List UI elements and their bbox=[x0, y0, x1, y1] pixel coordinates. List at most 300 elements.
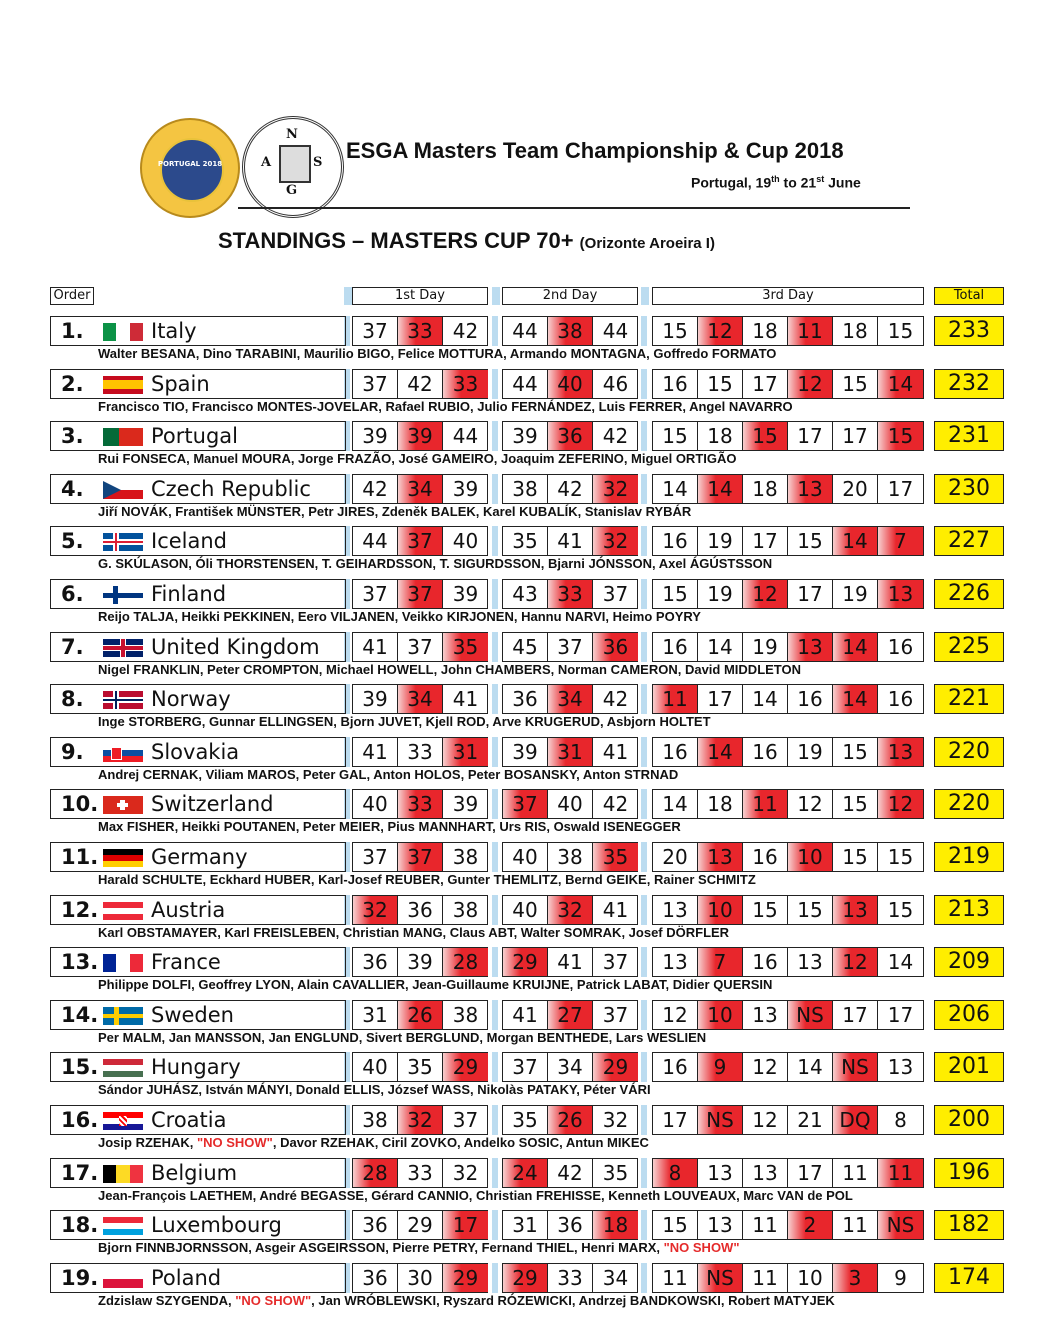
score-cell-discarded: 31 bbox=[443, 738, 488, 766]
row-separator bbox=[492, 369, 498, 399]
score-cell: 39 bbox=[452, 476, 479, 501]
row-separator bbox=[641, 684, 647, 714]
score-cell-discarded: NS bbox=[698, 1106, 743, 1134]
row-separator bbox=[641, 632, 647, 662]
score-cell: 39 bbox=[353, 685, 398, 713]
score-cell-discarded: 32 bbox=[398, 1106, 443, 1134]
table-row bbox=[0, 889, 1040, 941]
score-cell: 37 bbox=[398, 633, 443, 661]
row-separator bbox=[492, 789, 498, 819]
score-cell: 14 bbox=[788, 1053, 833, 1081]
score-cell: 15 bbox=[653, 1211, 698, 1239]
row-separator bbox=[492, 684, 498, 714]
page-subtitle: Portugal, 19th to 21st June bbox=[691, 174, 861, 191]
score-cell: 9 bbox=[894, 1265, 907, 1290]
score-cell: 44 bbox=[353, 527, 398, 555]
day3-scores bbox=[652, 316, 924, 346]
score-cell: 15 bbox=[788, 896, 833, 924]
row-separator bbox=[492, 632, 498, 662]
norway-flag-icon bbox=[103, 691, 143, 709]
score-cell: 39 bbox=[503, 738, 548, 766]
score-cell: 16 bbox=[887, 687, 914, 712]
score-cell: 13 bbox=[743, 1001, 788, 1029]
day1-scores bbox=[352, 789, 488, 819]
players-text: Zdzislaw SZYGENDA, bbox=[98, 1292, 236, 1308]
table-row bbox=[0, 941, 1040, 993]
row-separator bbox=[641, 1263, 647, 1293]
score-cell-discarded: 11 bbox=[743, 790, 788, 818]
logo-letter: A bbox=[261, 155, 272, 170]
rank: 9. bbox=[61, 739, 84, 764]
day2-scores bbox=[502, 737, 638, 767]
col-header-day2: 2nd Day bbox=[502, 287, 638, 305]
score-cell-discarded: 14 bbox=[833, 527, 878, 555]
score-cell: 14 bbox=[743, 685, 788, 713]
score-cell: 42 bbox=[353, 475, 398, 503]
rank: 19. bbox=[61, 1265, 99, 1290]
players-list: Andrej CERNAK, Viliam MAROS, Peter GAL, Anton HOLOS, Peter BOSANSKY, Anton STRNAD bbox=[98, 766, 679, 782]
score-cell-discarded: 28 bbox=[353, 1159, 398, 1187]
country-name: Portugal bbox=[151, 424, 238, 449]
score-cell: 41 bbox=[548, 527, 593, 555]
order-cell bbox=[50, 684, 346, 714]
row-separator bbox=[641, 1105, 647, 1135]
row-separator bbox=[492, 1158, 498, 1188]
score-cell: 46 bbox=[602, 371, 629, 396]
score-cell: 17 bbox=[788, 580, 833, 608]
score-cell-discarded: NS bbox=[878, 1211, 923, 1239]
total-score: 233 bbox=[934, 316, 1004, 346]
rank: 14. bbox=[61, 1002, 99, 1027]
score-cell: 19 bbox=[698, 527, 743, 555]
score-cell: 33 bbox=[398, 1159, 443, 1187]
players-text: , Davor RZEHAK, Ciril ZOVKO, Andelko SOSIC, Antun MIKEC bbox=[272, 1135, 649, 1150]
score-cell-discarded: 12 bbox=[788, 370, 833, 398]
score-cell: 20 bbox=[653, 843, 698, 871]
score-cell-discarded: 37 bbox=[398, 843, 443, 871]
score-cell: 20 bbox=[833, 475, 878, 503]
score-cell: 42 bbox=[548, 1159, 593, 1187]
score-cell-discarded: 36 bbox=[593, 633, 638, 661]
score-cell: 42 bbox=[548, 475, 593, 503]
uk-flag-icon bbox=[103, 639, 143, 657]
score-cell: 41 bbox=[503, 1001, 548, 1029]
score-cell-discarded: 33 bbox=[443, 370, 488, 398]
row-separator bbox=[641, 1158, 647, 1188]
score-cell: 10 bbox=[788, 1264, 833, 1292]
score-cell-discarded: 31 bbox=[548, 738, 593, 766]
score-cell: 15 bbox=[698, 370, 743, 398]
day3-scores bbox=[652, 1000, 924, 1030]
score-cell-discarded: 32 bbox=[353, 896, 398, 924]
day1-scores bbox=[352, 1052, 488, 1082]
row-separator bbox=[641, 421, 647, 451]
logo-letter: G bbox=[286, 183, 298, 198]
score-cell: 42 bbox=[452, 319, 479, 343]
esga-logo-text: PORTUGAL 2018 bbox=[157, 160, 223, 168]
rank: 2. bbox=[61, 371, 84, 396]
total-score: 221 bbox=[934, 684, 1004, 714]
header-bar bbox=[641, 287, 649, 305]
score-cell: 38 bbox=[452, 845, 479, 869]
score-cell: 14 bbox=[887, 950, 914, 975]
table-row bbox=[0, 363, 1040, 415]
no-show-label: "NO SHOW" bbox=[235, 1292, 312, 1308]
score-cell: 38 bbox=[452, 1002, 479, 1027]
table-row bbox=[0, 520, 1040, 572]
col-header-day3: 3rd Day bbox=[652, 287, 924, 305]
score-cell: 17 bbox=[788, 422, 833, 450]
row-separator bbox=[492, 526, 498, 556]
esga-logo bbox=[140, 118, 240, 218]
score-cell: 40 bbox=[548, 790, 593, 818]
score-cell-discarded: 34 bbox=[398, 685, 443, 713]
score-cell: 41 bbox=[602, 897, 629, 922]
score-cell: 16 bbox=[653, 633, 698, 661]
score-cell-discarded: 32 bbox=[593, 475, 638, 503]
score-cell-discarded: 32 bbox=[548, 896, 593, 924]
score-cell: 15 bbox=[887, 845, 914, 869]
row-separator bbox=[641, 369, 647, 399]
day1-scores bbox=[352, 421, 488, 451]
col-header-total: Total bbox=[934, 287, 1004, 305]
score-cell-discarded: 33 bbox=[548, 580, 593, 608]
country-name: France bbox=[151, 950, 221, 975]
players-list bbox=[98, 1135, 649, 1150]
day3-scores bbox=[652, 842, 924, 872]
day2-scores bbox=[502, 1052, 638, 1082]
score-cell: 18 bbox=[833, 317, 878, 345]
score-cell-discarded: 13 bbox=[788, 475, 833, 503]
row-separator bbox=[641, 1000, 647, 1030]
row-separator bbox=[641, 895, 647, 925]
day1-scores bbox=[352, 1000, 488, 1030]
slovakia-flag-icon bbox=[103, 744, 143, 762]
score-cell: 37 bbox=[602, 1002, 629, 1027]
score-cell: 15 bbox=[887, 897, 914, 922]
score-cell: 37 bbox=[548, 633, 593, 661]
total-score: 231 bbox=[934, 421, 1004, 451]
score-cell: 44 bbox=[503, 370, 548, 398]
day1-scores bbox=[352, 526, 488, 556]
score-cell: 19 bbox=[833, 580, 878, 608]
score-cell: 18 bbox=[698, 422, 743, 450]
score-cell: 16 bbox=[788, 685, 833, 713]
country-name: Sweden bbox=[151, 1002, 234, 1027]
score-cell: 35 bbox=[503, 1106, 548, 1134]
score-cell: 8 bbox=[894, 1108, 907, 1132]
score-cell: 15 bbox=[788, 527, 833, 555]
score-cell: 15 bbox=[653, 580, 698, 608]
score-cell: 34 bbox=[548, 1053, 593, 1081]
score-cell: 45 bbox=[503, 633, 548, 661]
score-cell: 13 bbox=[653, 948, 698, 976]
score-cell: 15 bbox=[653, 317, 698, 345]
luxembourg-flag-icon bbox=[103, 1217, 143, 1235]
score-cell: 31 bbox=[353, 1001, 398, 1029]
iceland-flag-icon bbox=[103, 533, 143, 551]
score-cell-discarded: 15 bbox=[743, 422, 788, 450]
rank: 4. bbox=[61, 476, 84, 501]
rank: 10. bbox=[61, 792, 99, 817]
score-cell: 37 bbox=[353, 370, 398, 398]
table-row bbox=[0, 731, 1040, 783]
score-cell: 18 bbox=[743, 475, 788, 503]
country-name: Germany bbox=[151, 845, 248, 869]
row-separator bbox=[492, 579, 498, 609]
order-cell bbox=[50, 947, 346, 977]
players-list: Karl OBSTAMAYER, Karl FREISLEBEN, Christian MANG, Claus ABT, Walter SOMRAK, Josef DÖRFLER bbox=[98, 924, 730, 940]
score-cell-discarded: 13 bbox=[878, 738, 923, 766]
score-cell: 15 bbox=[833, 790, 878, 818]
score-cell: 37 bbox=[353, 317, 398, 345]
score-cell-discarded: 24 bbox=[503, 1159, 548, 1187]
score-cell: 39 bbox=[452, 582, 479, 606]
players-list: Reijo TALJA, Heikki PEKKINEN, Eero VILJANEN, Veikko KIRJONEN, Hannu NARVI, Heimo POYRY bbox=[98, 609, 701, 624]
rank: 3. bbox=[61, 424, 84, 449]
score-cell: 13 bbox=[788, 948, 833, 976]
day1-scores bbox=[352, 895, 488, 925]
score-cell: 11 bbox=[653, 1264, 698, 1292]
score-cell: 16 bbox=[743, 843, 788, 871]
row-separator bbox=[641, 737, 647, 767]
row-separator bbox=[492, 1210, 498, 1240]
day2-scores bbox=[502, 579, 638, 609]
score-cell: 39 bbox=[452, 792, 479, 817]
score-cell: 13 bbox=[698, 1211, 743, 1239]
order-cell bbox=[50, 1052, 346, 1082]
score-cell-discarded: 14 bbox=[878, 370, 923, 398]
total-score: 213 bbox=[934, 895, 1004, 925]
row-separator bbox=[492, 316, 498, 346]
rank: 18. bbox=[61, 1213, 99, 1238]
score-cell-discarded: 34 bbox=[548, 685, 593, 713]
day3-scores bbox=[652, 947, 924, 977]
score-cell-discarded: 35 bbox=[593, 843, 638, 871]
page-title: ESGA Masters Team Championship & Cup 2018 bbox=[346, 138, 844, 163]
day1-scores bbox=[352, 737, 488, 767]
day1-scores bbox=[352, 947, 488, 977]
score-cell: 42 bbox=[602, 687, 629, 712]
row-separator bbox=[492, 474, 498, 504]
rank: 12. bbox=[61, 897, 99, 922]
czech-flag-icon bbox=[103, 481, 143, 499]
header-bar bbox=[344, 287, 352, 305]
score-cell: 18 bbox=[698, 790, 743, 818]
table-row bbox=[0, 415, 1040, 467]
score-cell: 15 bbox=[833, 843, 878, 871]
score-cell: 41 bbox=[353, 738, 398, 766]
score-cell: 36 bbox=[353, 1211, 398, 1239]
score-cell: 37 bbox=[353, 580, 398, 608]
score-cell: 11 bbox=[743, 1211, 788, 1239]
score-cell-discarded: 10 bbox=[788, 843, 833, 871]
score-cell-discarded: 37 bbox=[503, 790, 548, 818]
score-cell: 42 bbox=[602, 792, 629, 817]
table-row bbox=[0, 1257, 1040, 1309]
day2-scores bbox=[502, 789, 638, 819]
score-cell-discarded: 34 bbox=[398, 475, 443, 503]
table-row bbox=[0, 573, 1040, 625]
venue: (Orizonte Aroeira I) bbox=[579, 235, 715, 252]
score-cell: 17 bbox=[698, 685, 743, 713]
rank: 7. bbox=[61, 634, 84, 659]
order-cell bbox=[50, 737, 346, 767]
rank: 17. bbox=[61, 1160, 99, 1185]
day3-scores bbox=[652, 369, 924, 399]
logo-letter: S bbox=[313, 155, 323, 170]
day2-scores bbox=[502, 526, 638, 556]
order-cell bbox=[50, 526, 346, 556]
score-cell: 41 bbox=[452, 687, 479, 712]
score-cell: 42 bbox=[398, 370, 443, 398]
score-cell: 34 bbox=[602, 1265, 629, 1290]
country-name: Slovakia bbox=[151, 739, 240, 764]
day3-scores bbox=[652, 1158, 924, 1188]
day2-scores bbox=[502, 421, 638, 451]
score-cell: 30 bbox=[398, 1264, 443, 1292]
score-cell-discarded: 26 bbox=[548, 1106, 593, 1134]
score-cell: 16 bbox=[743, 738, 788, 766]
germany-flag-icon bbox=[103, 849, 143, 867]
score-cell: 12 bbox=[743, 1053, 788, 1081]
order-cell bbox=[50, 632, 346, 662]
day3-scores bbox=[652, 579, 924, 609]
day3-scores bbox=[652, 1105, 924, 1135]
day1-scores bbox=[352, 632, 488, 662]
score-cell-discarded: 27 bbox=[548, 1001, 593, 1029]
score-cell-discarded: 14 bbox=[698, 475, 743, 503]
score-cell: 15 bbox=[833, 370, 878, 398]
score-cell-discarded: 36 bbox=[548, 422, 593, 450]
italy-flag-icon bbox=[103, 323, 143, 341]
logo-letter: N bbox=[286, 127, 298, 142]
day3-scores bbox=[652, 632, 924, 662]
shield-icon bbox=[279, 145, 311, 183]
table-row bbox=[0, 1204, 1040, 1256]
score-cell-discarded: DQ bbox=[833, 1106, 878, 1134]
col-header-day1: 1st Day bbox=[352, 287, 488, 305]
country-name: Czech Republic bbox=[151, 476, 311, 501]
day2-scores bbox=[502, 1210, 638, 1240]
score-cell: 33 bbox=[398, 738, 443, 766]
order-cell bbox=[50, 842, 346, 872]
score-cell-discarded: 17 bbox=[443, 1211, 488, 1239]
col-header-order: Order bbox=[50, 287, 94, 305]
no-show-label: "NO SHOW" bbox=[196, 1135, 273, 1150]
no-show-label: "NO SHOW" bbox=[663, 1240, 740, 1256]
players-list: Jiří NOVÁK, František MÜNSTER, Petr JIRES, Zdeněk BALEK, Karel KUBALÍK, Stanislav RYBÁR bbox=[98, 503, 692, 519]
score-cell: 18 bbox=[743, 317, 788, 345]
score-cell: 37 bbox=[452, 1108, 479, 1132]
france-flag-icon bbox=[103, 954, 143, 972]
score-cell: 15 bbox=[653, 422, 698, 450]
day2-scores bbox=[502, 1263, 638, 1293]
day2-scores bbox=[502, 1000, 638, 1030]
players-list: Max FISHER, Heikki POUTANEN, Peter MEIER, Pius MANNHART, Urs RIS, Oswald ISENEGGER bbox=[98, 819, 681, 835]
table-row bbox=[0, 678, 1040, 730]
row-separator bbox=[492, 1052, 498, 1082]
table-row bbox=[0, 1099, 1040, 1151]
standings-heading bbox=[218, 228, 715, 254]
score-cell-discarded: 12 bbox=[698, 317, 743, 345]
score-cell: 44 bbox=[503, 317, 548, 345]
score-cell-discarded: 33 bbox=[398, 790, 443, 818]
score-cell: 41 bbox=[602, 739, 629, 764]
score-cell: 36 bbox=[548, 1211, 593, 1239]
score-cell-discarded: 33 bbox=[398, 317, 443, 345]
players-list: Francisco TIO, Francisco MONTES-JOVELAR, Rafael RUBIO, Julio FERNÁNDEZ, Luis FERRER, Angel NAVARRO bbox=[98, 398, 793, 414]
table-row bbox=[0, 994, 1040, 1046]
day1-scores bbox=[352, 474, 488, 504]
players-list: Harald SCHULTE, Eckhard HUBER, Karl-Josef REUBER, Gunter THEMLITZ, Bernd GEIKE, Rainer SCHMITZ bbox=[98, 872, 756, 887]
score-cell-discarded: NS bbox=[788, 1001, 833, 1029]
day1-scores bbox=[352, 1210, 488, 1240]
belgium-flag-icon bbox=[103, 1165, 143, 1183]
day3-scores bbox=[652, 1210, 924, 1240]
rank: 15. bbox=[61, 1055, 99, 1080]
score-cell: 15 bbox=[743, 896, 788, 924]
score-cell: 11 bbox=[833, 1159, 878, 1187]
score-cell: 12 bbox=[743, 1106, 788, 1134]
country-name: United Kingdom bbox=[151, 634, 320, 659]
score-cell-discarded: 8 bbox=[653, 1159, 698, 1187]
heading-text: STANDINGS – MASTERS CUP 70+ bbox=[218, 228, 574, 253]
rank: 8. bbox=[61, 687, 84, 712]
score-cell: 13 bbox=[698, 1159, 743, 1187]
score-cell-discarded: 14 bbox=[698, 738, 743, 766]
austria-flag-icon bbox=[103, 902, 143, 920]
score-cell-discarded: 12 bbox=[743, 580, 788, 608]
score-cell: 13 bbox=[743, 1159, 788, 1187]
order-cell bbox=[50, 369, 346, 399]
score-cell-discarded: 2 bbox=[788, 1211, 833, 1239]
table-row bbox=[0, 836, 1040, 888]
score-cell: 40 bbox=[452, 529, 479, 554]
table-row bbox=[0, 1046, 1040, 1098]
day2-scores bbox=[502, 684, 638, 714]
country-name: Luxembourg bbox=[151, 1213, 282, 1238]
score-cell: 37 bbox=[602, 582, 629, 606]
score-cell: 12 bbox=[653, 1001, 698, 1029]
day3-scores bbox=[652, 684, 924, 714]
row-separator bbox=[641, 474, 647, 504]
country-name: Spain bbox=[151, 371, 210, 396]
score-cell: 19 bbox=[743, 633, 788, 661]
players-list: Inge STORBERG, Gunnar ELLINGSEN, Bjorn JUVET, Kjell ROD, Arve KRUGERUD, Asbjorn HOLTET bbox=[98, 714, 711, 730]
score-cell: 42 bbox=[602, 424, 629, 449]
score-cell: 35 bbox=[602, 1160, 629, 1185]
score-cell-discarded: 26 bbox=[398, 1001, 443, 1029]
total-score: 201 bbox=[934, 1052, 1004, 1082]
row-separator bbox=[492, 1000, 498, 1030]
total-score: 209 bbox=[934, 947, 1004, 977]
score-cell-discarded: 11 bbox=[788, 317, 833, 345]
score-cell: 14 bbox=[653, 475, 698, 503]
score-cell-discarded: 9 bbox=[698, 1053, 743, 1081]
score-cell: 37 bbox=[602, 950, 629, 975]
players-list: Jean-François LAETHEM, André BEGASSE, Gérard CANNIO, Christian FREHISSE, Kenneth LOUVEAUX, Marc VAN de POL bbox=[98, 1187, 853, 1203]
score-cell: 15 bbox=[833, 738, 878, 766]
score-cell: 17 bbox=[743, 370, 788, 398]
score-cell-discarded: 11 bbox=[878, 1159, 923, 1187]
day2-scores bbox=[502, 316, 638, 346]
croatia-flag-icon bbox=[103, 1112, 143, 1130]
score-cell: 17 bbox=[653, 1106, 698, 1134]
score-cell: 17 bbox=[887, 1002, 914, 1027]
score-cell: 39 bbox=[398, 948, 443, 976]
total-score: 230 bbox=[934, 474, 1004, 504]
